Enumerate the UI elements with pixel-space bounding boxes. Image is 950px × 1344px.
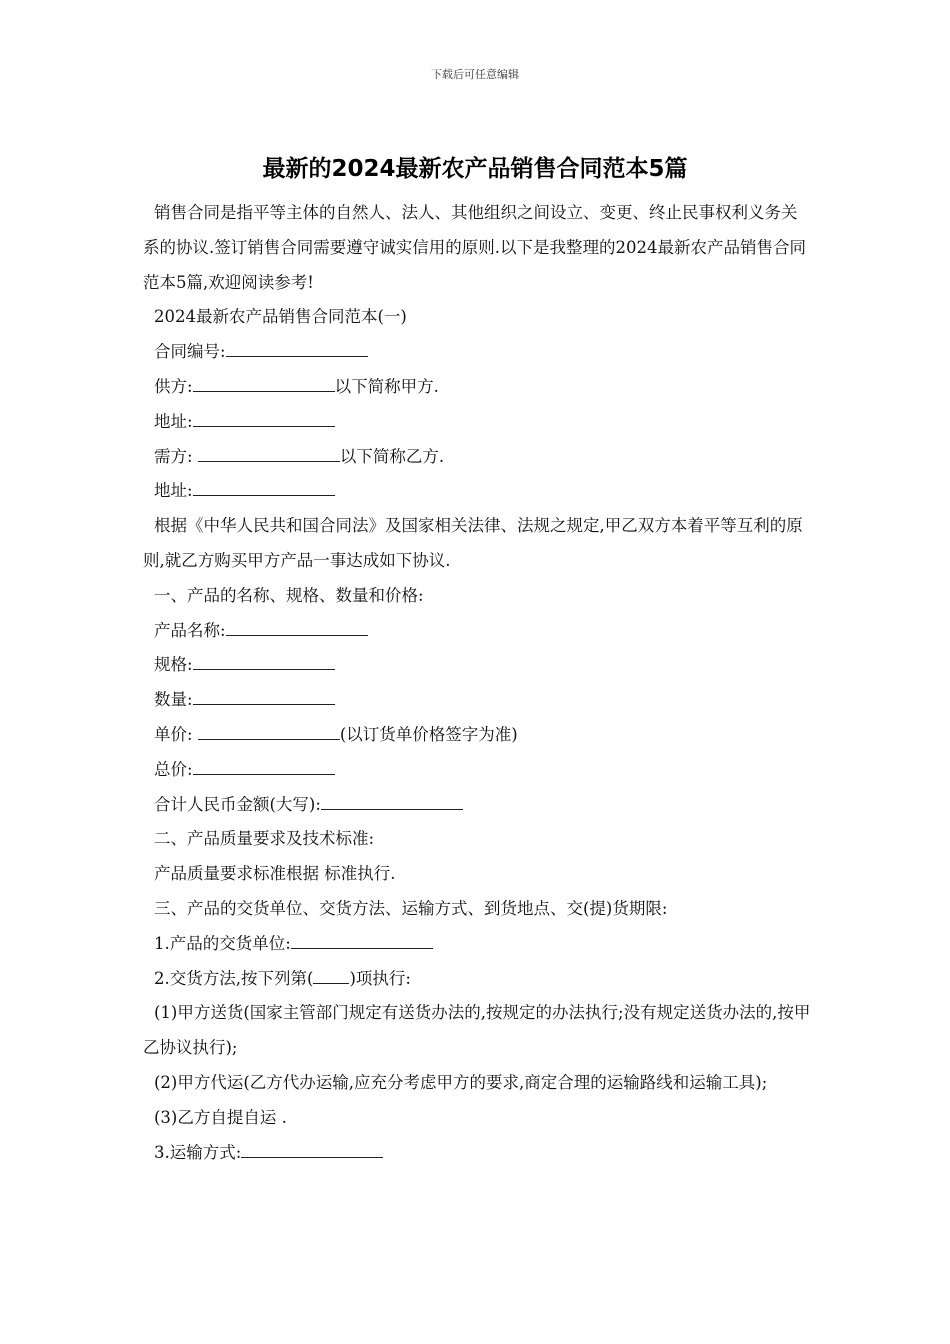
total-price-line: [143, 753, 811, 788]
blank-line: [226, 621, 368, 636]
supplier-address-line: [143, 405, 811, 440]
clause1-heading: 一、产品的名称、规格、数量和价格:: [154, 585, 424, 605]
unit-price-line: [143, 718, 811, 753]
option3-line: (3)乙方自提自运 .: [154, 1107, 287, 1127]
header-note: 下载后可任意编辑: [431, 68, 519, 81]
intro-paragraph: 销售合同是指平等主体的自然人、法人、其他组织之间设立、变更、终止民事权利义务关系的协议.签订销售合同需要遵守诚实信用的原则.以下是我整理的2024最新农产品销售合同范本5篇,欢迎阅读参考!: [143, 203, 806, 292]
blank-line: [198, 725, 340, 740]
blank-line: [226, 342, 368, 357]
buyer-suffix: 以下简称乙方.: [339, 446, 445, 466]
option1-paragraph: (1)甲方送货(国家主管部门规定有送货办法的,按规定的办法执行;没有规定送货办法的,按甲乙协议执行);: [143, 1003, 811, 1058]
buyer-label: 需方:: [154, 446, 198, 466]
blank-line: [321, 795, 463, 810]
total-rmb-line: [143, 788, 811, 823]
blank-line: [193, 377, 335, 392]
document-title: 最新的2024最新农产品销售合同范本5篇: [262, 156, 688, 182]
quality-standard-line: 产品质量要求标准根据 标准执行.: [154, 864, 396, 884]
buyer-address-line: [143, 474, 811, 509]
blank-line: [193, 655, 335, 670]
clause3-heading: 三、产品的交货单位、交货方法、运输方式、到货地点、交(提)货期限:: [154, 898, 668, 918]
quantity-line: [143, 683, 811, 718]
supplier-suffix: 以下简称甲方.: [334, 376, 439, 396]
supplier-line: [143, 370, 811, 405]
document-body: [143, 196, 811, 1170]
contract-number-label: 合同编号:: [154, 342, 226, 362]
total-rmb-label: 合计人民币金额(大写):: [154, 794, 321, 814]
delivery-method-line: [143, 962, 811, 997]
address-label: 地址:: [154, 481, 193, 501]
blank-line: [193, 690, 335, 705]
blank-line: [193, 412, 335, 427]
product-name-line: [143, 614, 811, 649]
supplier-label: 供方:: [154, 376, 193, 396]
spec-line: [143, 648, 811, 683]
address-label: 地址:: [154, 411, 193, 431]
blank-line: [193, 760, 335, 775]
product-name-label: 产品名称:: [154, 620, 226, 640]
section1-heading: 2024最新农产品销售合同范本(一): [154, 307, 407, 327]
spec-label: 规格:: [154, 655, 193, 675]
basis-paragraph: 根据《中华人民共和国合同法》及国家相关法律、法规之规定,甲乙双方本着平等互利的原则,就乙方购买甲方产品一事达成如下协议.: [143, 516, 803, 570]
blank-line: [291, 934, 433, 949]
unit-price-label: 单价:: [154, 724, 198, 744]
unit-price-suffix: (以订货单价格签字为准): [339, 724, 518, 744]
contract-number-line: [143, 335, 811, 370]
delivery-method-suffix: )项执行:: [349, 968, 411, 988]
option2-paragraph: (2)甲方代运(乙方代办运输,应充分考虑甲方的要求,商定合理的运输路线和运输工具);: [154, 1072, 768, 1092]
delivery-unit-label: 1.产品的交货单位:: [154, 933, 291, 953]
transport-method-label: 3.运输方式:: [154, 1142, 242, 1162]
blank-line: [241, 1143, 383, 1158]
delivery-unit-line: [143, 927, 811, 962]
total-price-label: 总价:: [154, 759, 193, 779]
clause2-heading: 二、产品质量要求及技术标准:: [154, 829, 375, 849]
delivery-method-prefix: 2.交货方法,按下列第(: [154, 968, 314, 988]
blank-line: [198, 447, 340, 462]
transport-method-line: [143, 1136, 811, 1171]
buyer-line: [143, 440, 811, 475]
blank-line: [193, 481, 335, 496]
quantity-label: 数量:: [154, 690, 193, 710]
blank-line: [313, 969, 349, 984]
